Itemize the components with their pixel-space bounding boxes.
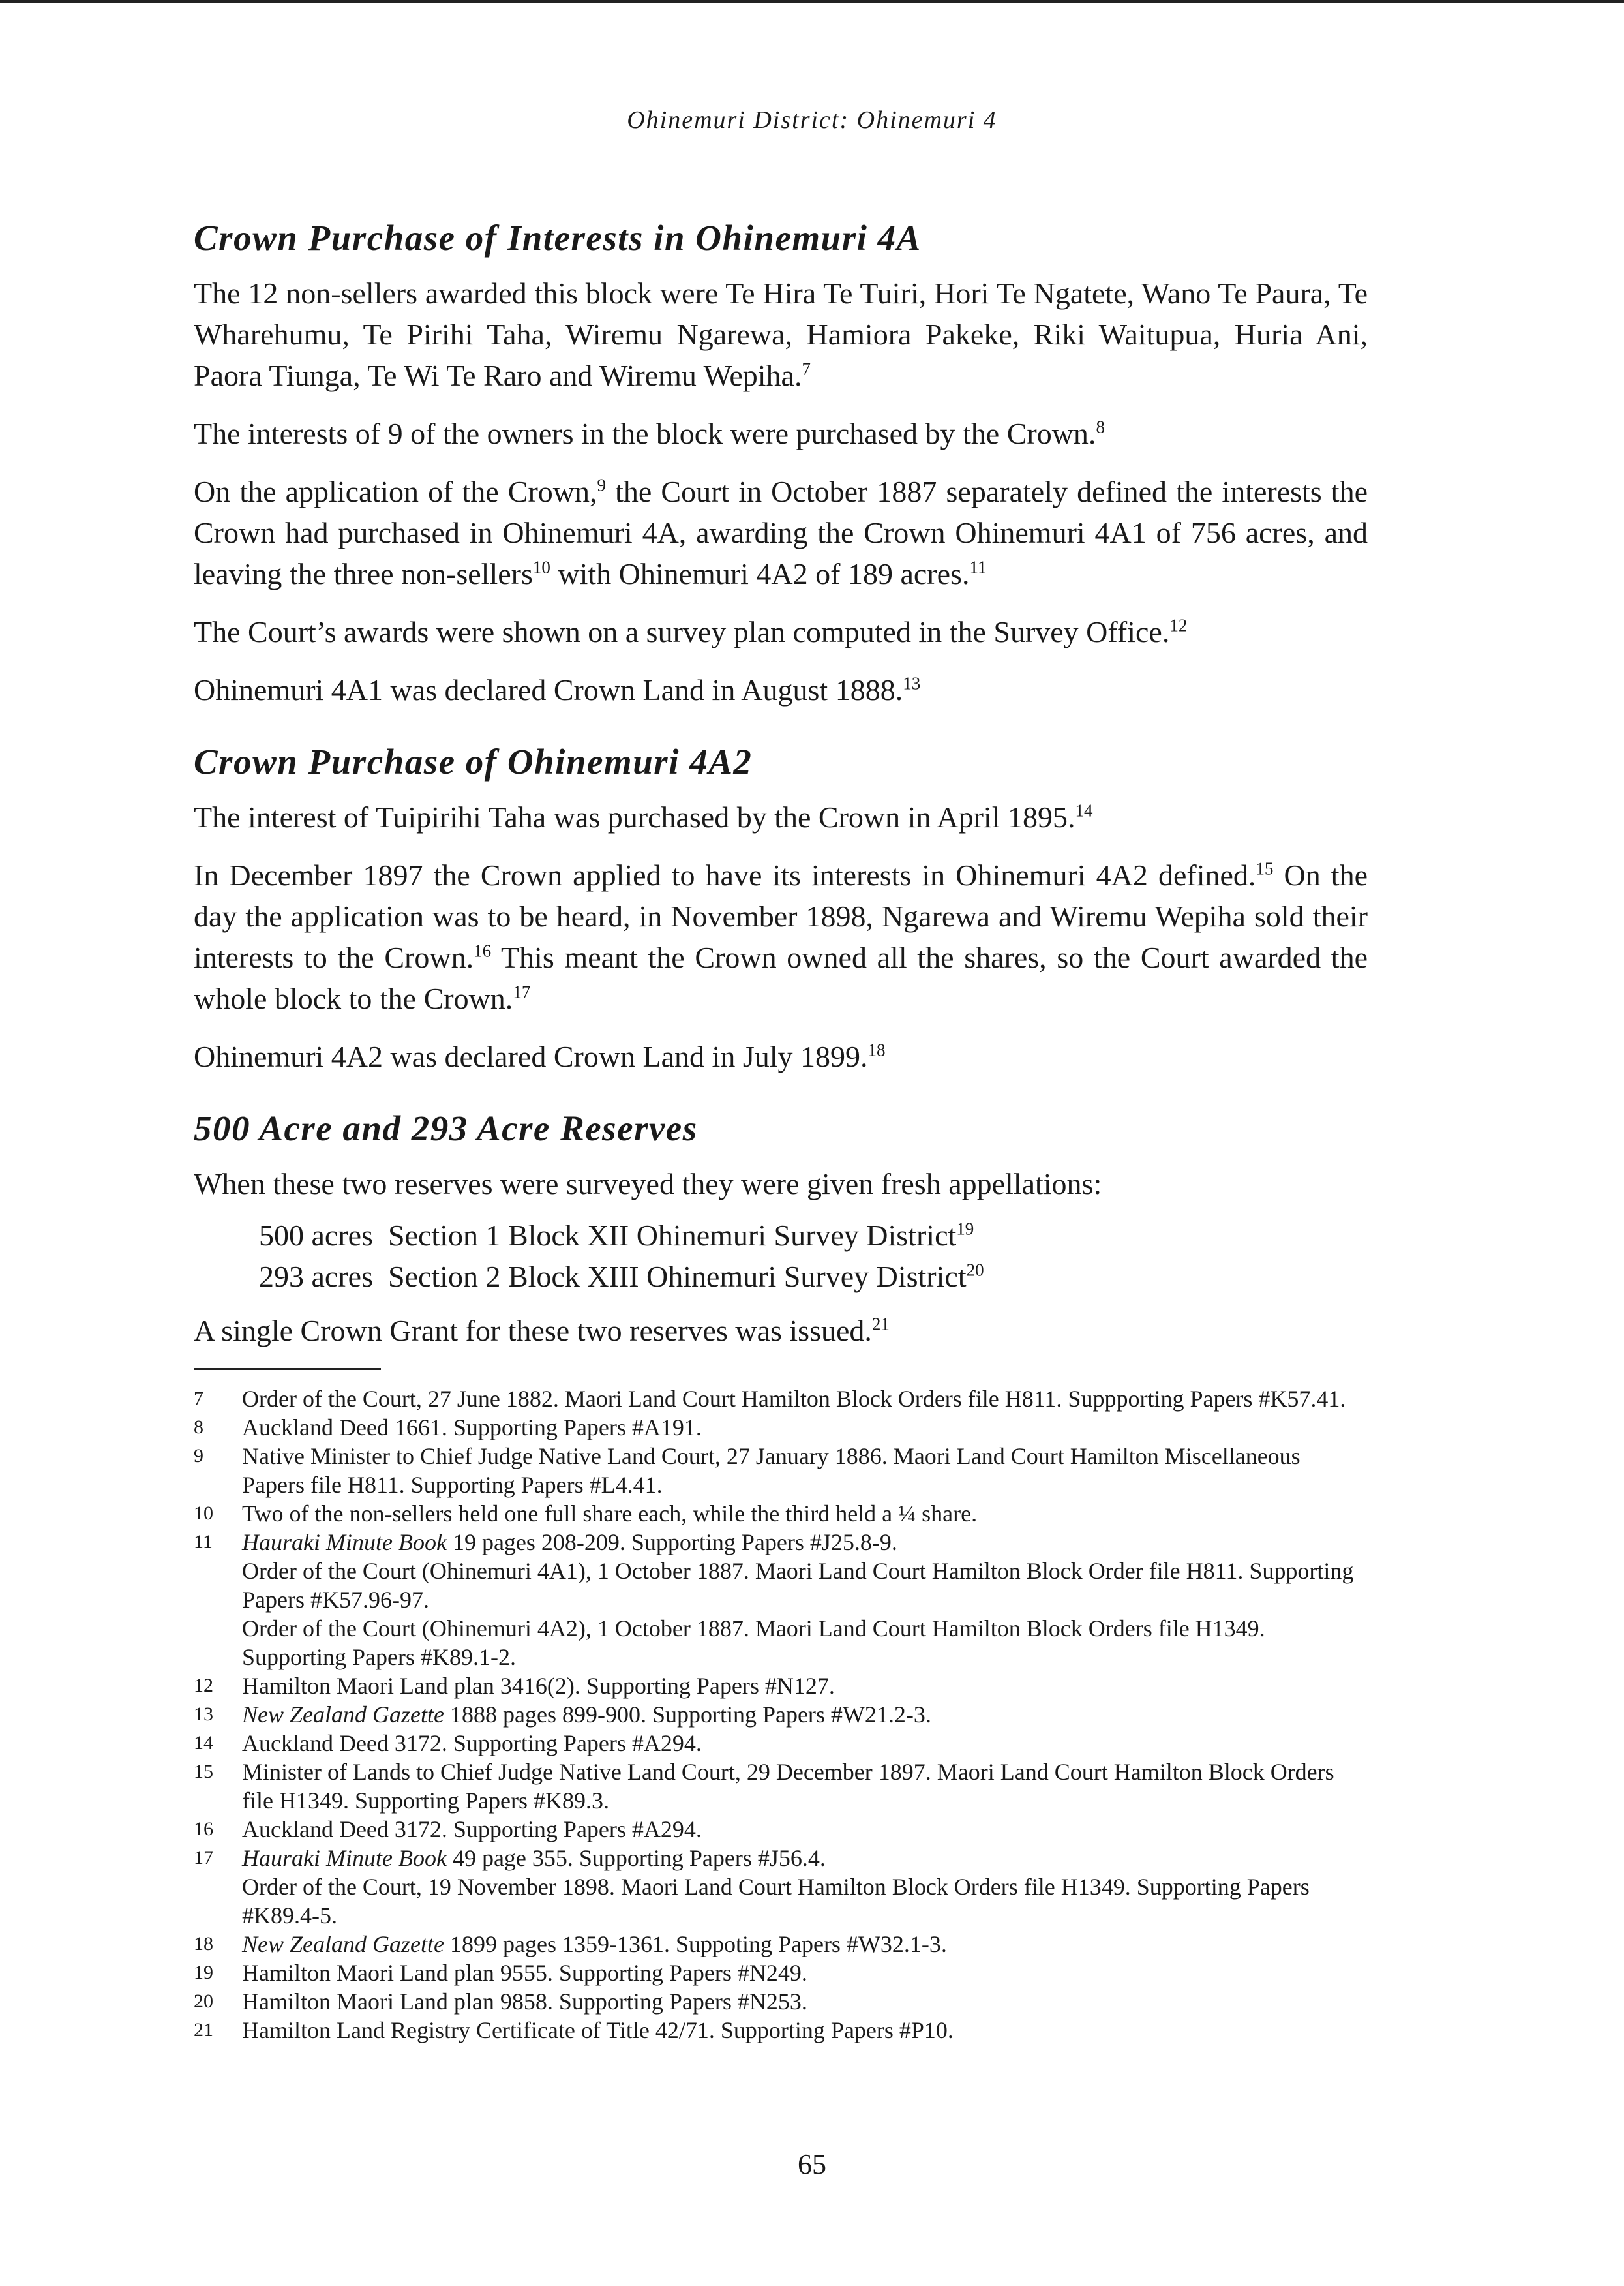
footnote-number: 11 bbox=[194, 1531, 213, 1553]
footnote-ref: 10 bbox=[532, 557, 550, 577]
paragraph-text: The Court’s awards were shown on a survey plan computed in the Survey Office. bbox=[194, 615, 1170, 648]
footnote-ref: 8 bbox=[1096, 417, 1105, 437]
footnote-text bbox=[242, 1815, 1368, 1844]
reserve-area: 293 acres bbox=[259, 1260, 373, 1293]
footnote-text bbox=[242, 1442, 1368, 1499]
citation-text: Order of the Court (Ohinemuri 4A2), 1 October 1887. Maori Land Court Hamilton Block Orders file H1349. Supporting Papers #K89.1-2. bbox=[242, 1615, 1265, 1670]
footnote bbox=[194, 1528, 1368, 1671]
footnote-line bbox=[242, 1614, 1368, 1671]
citation-text: Auckland Deed 3172. Supporting Papers #A294. bbox=[242, 1730, 702, 1756]
paragraph bbox=[194, 1036, 1368, 1077]
footnotes bbox=[194, 1384, 1368, 2045]
citation-text: Auckland Deed 1661. Supporting Papers #A191. bbox=[242, 1414, 702, 1440]
footnote-ref: 20 bbox=[966, 1260, 984, 1280]
footnote-number: 16 bbox=[194, 1818, 213, 1840]
paragraph-text: The interest of Tuipirihi Taha was purchased by the Crown in April 1895. bbox=[194, 800, 1075, 834]
footnote-ref: 19 bbox=[956, 1219, 974, 1239]
footnote bbox=[194, 1958, 1368, 1987]
citation-text: Order of the Court (Ohinemuri 4A1), 1 October 1887. Maori Land Court Hamilton Block Order file H811. Supporting Papers #K57.96-97. bbox=[242, 1558, 1354, 1613]
footnote bbox=[194, 1729, 1368, 1758]
footnote-ref: 13 bbox=[903, 673, 921, 693]
top-border-rule bbox=[0, 0, 1624, 3]
footnote-number: 15 bbox=[194, 1761, 213, 1782]
citation-text: Hamilton Land Registry Certificate of Title 42/71. Supporting Papers #P10. bbox=[242, 2017, 954, 2043]
footnote-ref: 11 bbox=[969, 557, 987, 577]
reserve-list bbox=[259, 1215, 1368, 1297]
paragraph-text: On the day the application was to be heard, in November 1898, Ngarewa and Wiremu Wepiha sold their interests to the Crown. bbox=[194, 859, 1368, 974]
footnote-text bbox=[242, 1987, 1368, 2016]
footnote-text bbox=[242, 1958, 1368, 1987]
footnote-ref: 15 bbox=[1256, 859, 1274, 879]
paragraph-text: On the application of the Crown, bbox=[194, 475, 597, 508]
footnote-number: 21 bbox=[194, 2019, 213, 2041]
footnote bbox=[194, 2016, 1368, 2045]
footnote-text bbox=[242, 1499, 1368, 1528]
footnote-number: 9 bbox=[194, 1445, 203, 1467]
footnote-line bbox=[242, 1930, 1368, 1958]
footnote-separator bbox=[194, 1368, 381, 1370]
section-heading: Crown Purchase of Interests in Ohinemuri 4A bbox=[194, 218, 922, 258]
footnote bbox=[194, 1700, 1368, 1729]
citation-text: Hamilton Maori Land plan 9555. Supporting Papers #N249. bbox=[242, 1960, 807, 1986]
main-content bbox=[194, 215, 1368, 2045]
citation-text: Two of the non-sellers held one full share each, while the third held a ¼ share. bbox=[242, 1501, 978, 1527]
footnote-number: 12 bbox=[194, 1675, 213, 1696]
footnote-line bbox=[242, 1557, 1368, 1614]
section-heading: 500 Acre and 293 Acre Reserves bbox=[194, 1108, 698, 1148]
source-title: New Zealand Gazette bbox=[242, 1701, 444, 1728]
footnote-line bbox=[242, 1987, 1368, 2016]
footnote-text bbox=[242, 1729, 1368, 1758]
footnote-line bbox=[242, 1499, 1368, 1528]
footnote-line bbox=[242, 1700, 1368, 1729]
footnote-text bbox=[242, 1413, 1368, 1442]
paragraph bbox=[194, 611, 1368, 652]
footnote-line bbox=[242, 1442, 1368, 1499]
paragraph-text: Ohinemuri 4A1 was declared Crown Land in August 1888. bbox=[194, 673, 903, 707]
footnote-text bbox=[242, 1758, 1368, 1815]
footnote-line bbox=[242, 1384, 1368, 1413]
paragraph-text: The 12 non-sellers awarded this block were Te Hira Te Tuiri, Hori Te Ngatete, Wano Te Paura, Te Wharehumu, Te Pirihi Taha, Wiremu Ngarewa, Hamiora Pakeke, Riki Waitupua, Huria Ani, Paora Tiunga, Te Wi Te Raro and Wiremu Wepiha. bbox=[194, 277, 1368, 392]
footnote-line bbox=[242, 2016, 1368, 2045]
section-heading: Crown Purchase of Ohinemuri 4A2 bbox=[194, 742, 753, 782]
footnote-line bbox=[242, 1671, 1368, 1700]
footnote bbox=[194, 1671, 1368, 1700]
footnote-number: 14 bbox=[194, 1732, 213, 1754]
footnote-ref: 9 bbox=[597, 475, 607, 495]
citation-text: Hamilton Maori Land plan 9858. Supporting Papers #N253. bbox=[242, 1989, 807, 2015]
footnote bbox=[194, 1413, 1368, 1442]
footnote-text bbox=[242, 1930, 1368, 1958]
citation-text: Minister of Lands to Chief Judge Native Land Court, 29 December 1897. Maori Land Court Hamilton Block Orders file H1349. Supporting Papers #K89.3. bbox=[242, 1759, 1334, 1814]
paragraph bbox=[194, 855, 1368, 1019]
footnote-line bbox=[242, 1413, 1368, 1442]
footnote-text bbox=[242, 1844, 1368, 1930]
running-header: Ohinemuri District: Ohinemuri 4 bbox=[627, 106, 997, 134]
footnote-ref: 16 bbox=[474, 941, 492, 961]
footnote-number: 19 bbox=[194, 1962, 213, 1983]
footnote-line bbox=[242, 1729, 1368, 1758]
list-item bbox=[259, 1215, 1368, 1256]
reserve-description: Section 1 Block XII Ohinemuri Survey District bbox=[387, 1219, 957, 1252]
footnote bbox=[194, 1442, 1368, 1499]
source-title: Hauraki Minute Book bbox=[242, 1529, 447, 1555]
footnote-text bbox=[242, 1700, 1368, 1729]
source-title: Hauraki Minute Book bbox=[242, 1845, 447, 1871]
citation-text: 1888 pages 899-900. Supporting Papers #W21.2-3. bbox=[444, 1701, 931, 1728]
paragraph bbox=[194, 471, 1368, 594]
list-item bbox=[259, 1256, 1368, 1297]
citation-text: 19 pages 208-209. Supporting Papers #J25.8-9. bbox=[446, 1529, 897, 1555]
paragraph bbox=[194, 413, 1368, 454]
source-title: New Zealand Gazette bbox=[242, 1931, 444, 1957]
footnote bbox=[194, 1987, 1368, 2016]
footnote-number: 18 bbox=[194, 1933, 213, 1955]
footnote-ref: 14 bbox=[1075, 800, 1093, 821]
footnote-number: 10 bbox=[194, 1502, 213, 1524]
footnote-line bbox=[242, 1844, 1368, 1872]
footnote bbox=[194, 1499, 1368, 1528]
footnote-number: 17 bbox=[194, 1847, 213, 1868]
footnote-number: 7 bbox=[194, 1388, 203, 1409]
footnote bbox=[194, 1384, 1368, 1413]
paragraph bbox=[194, 273, 1368, 396]
paragraph bbox=[194, 669, 1368, 710]
footnote-number: 13 bbox=[194, 1703, 213, 1725]
citation-text: Order of the Court, 27 June 1882. Maori Land Court Hamilton Block Orders file H811. Suppporting Papers #K57.41. bbox=[242, 1386, 1346, 1412]
footnote-line bbox=[242, 1872, 1368, 1930]
paragraph: When these two reserves were surveyed they were given fresh appellations: bbox=[194, 1167, 1102, 1200]
footnote-text bbox=[242, 2016, 1368, 2045]
footnote-line bbox=[242, 1815, 1368, 1844]
footnote bbox=[194, 1844, 1368, 1930]
citation-text: Hamilton Maori Land plan 3416(2). Supporting Papers #N127. bbox=[242, 1673, 835, 1699]
paragraph-text: This meant the Crown owned all the shares, so the Court awarded the whole block to the Crown. bbox=[194, 941, 1368, 1015]
footnote bbox=[194, 1758, 1368, 1815]
paragraph bbox=[194, 1310, 1368, 1351]
paragraph-text: with Ohinemuri 4A2 of 189 acres. bbox=[550, 557, 970, 590]
paragraph-text: the Court in October 1887 separately defined the interests the Crown had purchased in Ohinemuri 4A, awarding the Crown Ohinemuri 4A1 of 756 acres, and leaving the three non-sellers bbox=[194, 475, 1368, 590]
paragraph bbox=[194, 797, 1368, 838]
citation-text: 1899 pages 1359-1361. Suppoting Papers #W32.1-3. bbox=[444, 1931, 947, 1957]
reserve-description: Section 2 Block XIII Ohinemuri Survey District bbox=[387, 1260, 967, 1293]
footnote-ref: 21 bbox=[871, 1314, 890, 1334]
footnote-number: 20 bbox=[194, 1990, 213, 2012]
footnote-ref: 18 bbox=[867, 1040, 886, 1060]
paragraph-text: The interests of 9 of the owners in the block were purchased by the Crown. bbox=[194, 417, 1096, 450]
footnote-text bbox=[242, 1384, 1368, 1413]
paragraph-text: Ohinemuri 4A2 was declared Crown Land in July 1899. bbox=[194, 1040, 868, 1073]
citation-text: 49 page 355. Supporting Papers #J56.4. bbox=[446, 1845, 826, 1871]
page-number: 65 bbox=[798, 2148, 826, 2180]
footnote-line bbox=[242, 1528, 1368, 1557]
citation-text: Native Minister to Chief Judge Native Land Court, 27 January 1886. Maori Land Court Hamilton Miscellaneous Papers file H811. Supporting Papers #L4.41. bbox=[242, 1443, 1301, 1498]
footnote-line bbox=[242, 1958, 1368, 1987]
citation-text: Auckland Deed 3172. Supporting Papers #A294. bbox=[242, 1816, 702, 1842]
reserve-area: 500 acres bbox=[259, 1219, 373, 1252]
footnote-number: 8 bbox=[194, 1416, 203, 1438]
footnote-ref: 7 bbox=[802, 359, 811, 379]
paragraph-text: In December 1897 the Crown applied to have its interests in Ohinemuri 4A2 defined. bbox=[194, 859, 1256, 892]
footnote-ref: 17 bbox=[513, 982, 531, 1002]
footnote bbox=[194, 1930, 1368, 1958]
footnote-line bbox=[242, 1758, 1368, 1815]
footnote-text bbox=[242, 1671, 1368, 1700]
citation-text: Order of the Court, 19 November 1898. Maori Land Court Hamilton Block Orders file H1349. Supporting Papers #K89.4-5. bbox=[242, 1874, 1310, 1928]
footnote-ref: 12 bbox=[1169, 615, 1188, 635]
footnote bbox=[194, 1815, 1368, 1844]
footnote-text bbox=[242, 1528, 1368, 1671]
paragraph-text: A single Crown Grant for these two reserves was issued. bbox=[194, 1314, 872, 1347]
